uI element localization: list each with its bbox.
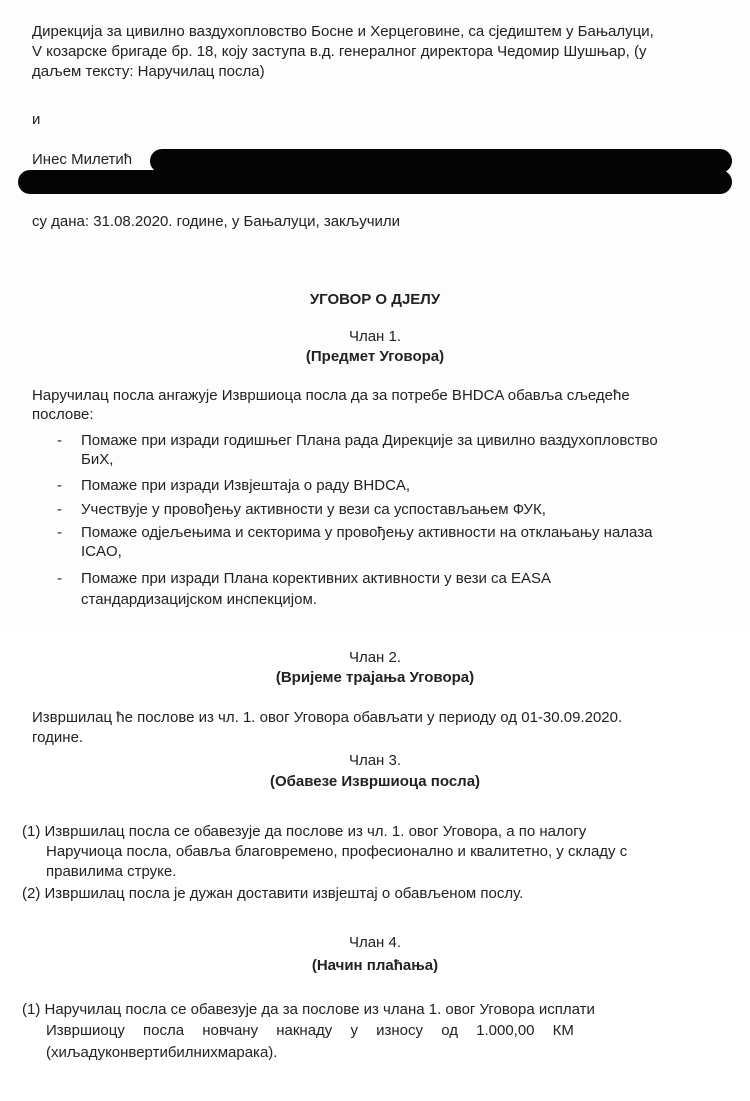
article-1-bullet-1-line-2: БиХ, (81, 451, 114, 468)
bullet-dash: - (57, 524, 62, 541)
article-4-number: Члан 4. (348, 934, 402, 951)
article-3-heading: (Обавезе Извршиоца посла) (269, 773, 481, 790)
bullet-dash: - (57, 570, 62, 587)
conjunction-and: и (32, 111, 41, 128)
article-1-heading: (Предмет Уговора) (305, 348, 445, 365)
bullet-dash: - (57, 432, 62, 449)
article-3-item-1-line-2: Наручиоца посла, обавља благовремено, професионално и квалитетно, у складу с (46, 843, 628, 860)
bullet-dash: - (57, 501, 62, 518)
redaction-bar-2 (18, 170, 732, 194)
intro-line-3: даљем тексту: Наручилац посла) (32, 63, 265, 80)
article-1-number: Члан 1. (348, 328, 402, 345)
article-2-para-line-1: Извршилац ће послове из чл. 1. овог Уговора обављати у периоду од 01-30.09.2020. (32, 709, 623, 726)
concluded-line: су дана: 31.08.2020. године, у Бањалуци, закључили (32, 213, 401, 230)
article-3-item-1-line-1: (1) Извршилац посла се обавезује да послове из чл. 1. овог Уговора, а по налогу (22, 823, 587, 840)
article-1-bullet-4-line-2: ICAO, (81, 543, 122, 560)
article-4-heading: (Начин плаћања) (311, 957, 439, 974)
article-2-number: Члан 2. (348, 649, 402, 666)
article-2-para-line-2: године. (32, 729, 84, 746)
article-2-heading: (Вријеме трајања Уговора) (275, 669, 475, 686)
intro-line-1: Дирекција за цивилно ваздухопловство Босне и Херцеговине, са сједиштем у Бањалуци, (32, 23, 654, 40)
article-1-bullet-2: Помаже при изради Извјештаја о раду BHDCA, (81, 477, 411, 494)
article-4-item-1-line-3: (хиљадуконвертибилнихмарака). (46, 1044, 278, 1061)
article-4-item-1-line-2: Извршиоцу посла новчану накнаду у износу од 1.000,00 КМ (46, 1022, 574, 1039)
article-1-bullet-1-line-1: Помаже при изради годишњег Плана рада Дирекције за цивилно ваздухопловство (81, 432, 658, 449)
bullet-dash: - (57, 477, 62, 494)
article-1-bullet-4-line-1: Помаже одјељењима и секторима у провођењу активности на отклањању налаза (81, 524, 653, 541)
article-1-para-line-2: послове: (32, 406, 94, 423)
intro-line-2: V козарске бригаде бр. 18, коју заступа в.д. генералног директора Чедомир Шушњар, (у (32, 43, 647, 60)
article-1-bullet-3: Учествује у провођењу активности у вези са успостављањем ФУК, (81, 501, 546, 518)
article-3-item-2: (2) Извршилац посла је дужан доставити извјештај о обављеном послу. (22, 885, 524, 902)
article-1-bullet-5-line-2: стандардизацијском инспекцијом. (81, 591, 317, 608)
article-1-para-line-1: Наручилац посла ангажује Извршиоца посла да за потребе BHDCA обавља сљедеће (32, 387, 630, 404)
article-1-bullet-5-line-1: Помаже при изради Плана корективних активности у вези са EASA (81, 570, 552, 587)
contract-title: УГОВОР О ДЈЕЛУ (309, 291, 441, 308)
article-3-number: Члан 3. (348, 752, 402, 769)
article-4-item-1-line-1: (1) Наручилац посла се обавезује да за послове из члана 1. овог Уговора исплати (22, 1001, 595, 1018)
party2-name: Инес Милетић (32, 151, 133, 168)
article-3-item-1-line-3: правилима струке. (46, 863, 177, 880)
